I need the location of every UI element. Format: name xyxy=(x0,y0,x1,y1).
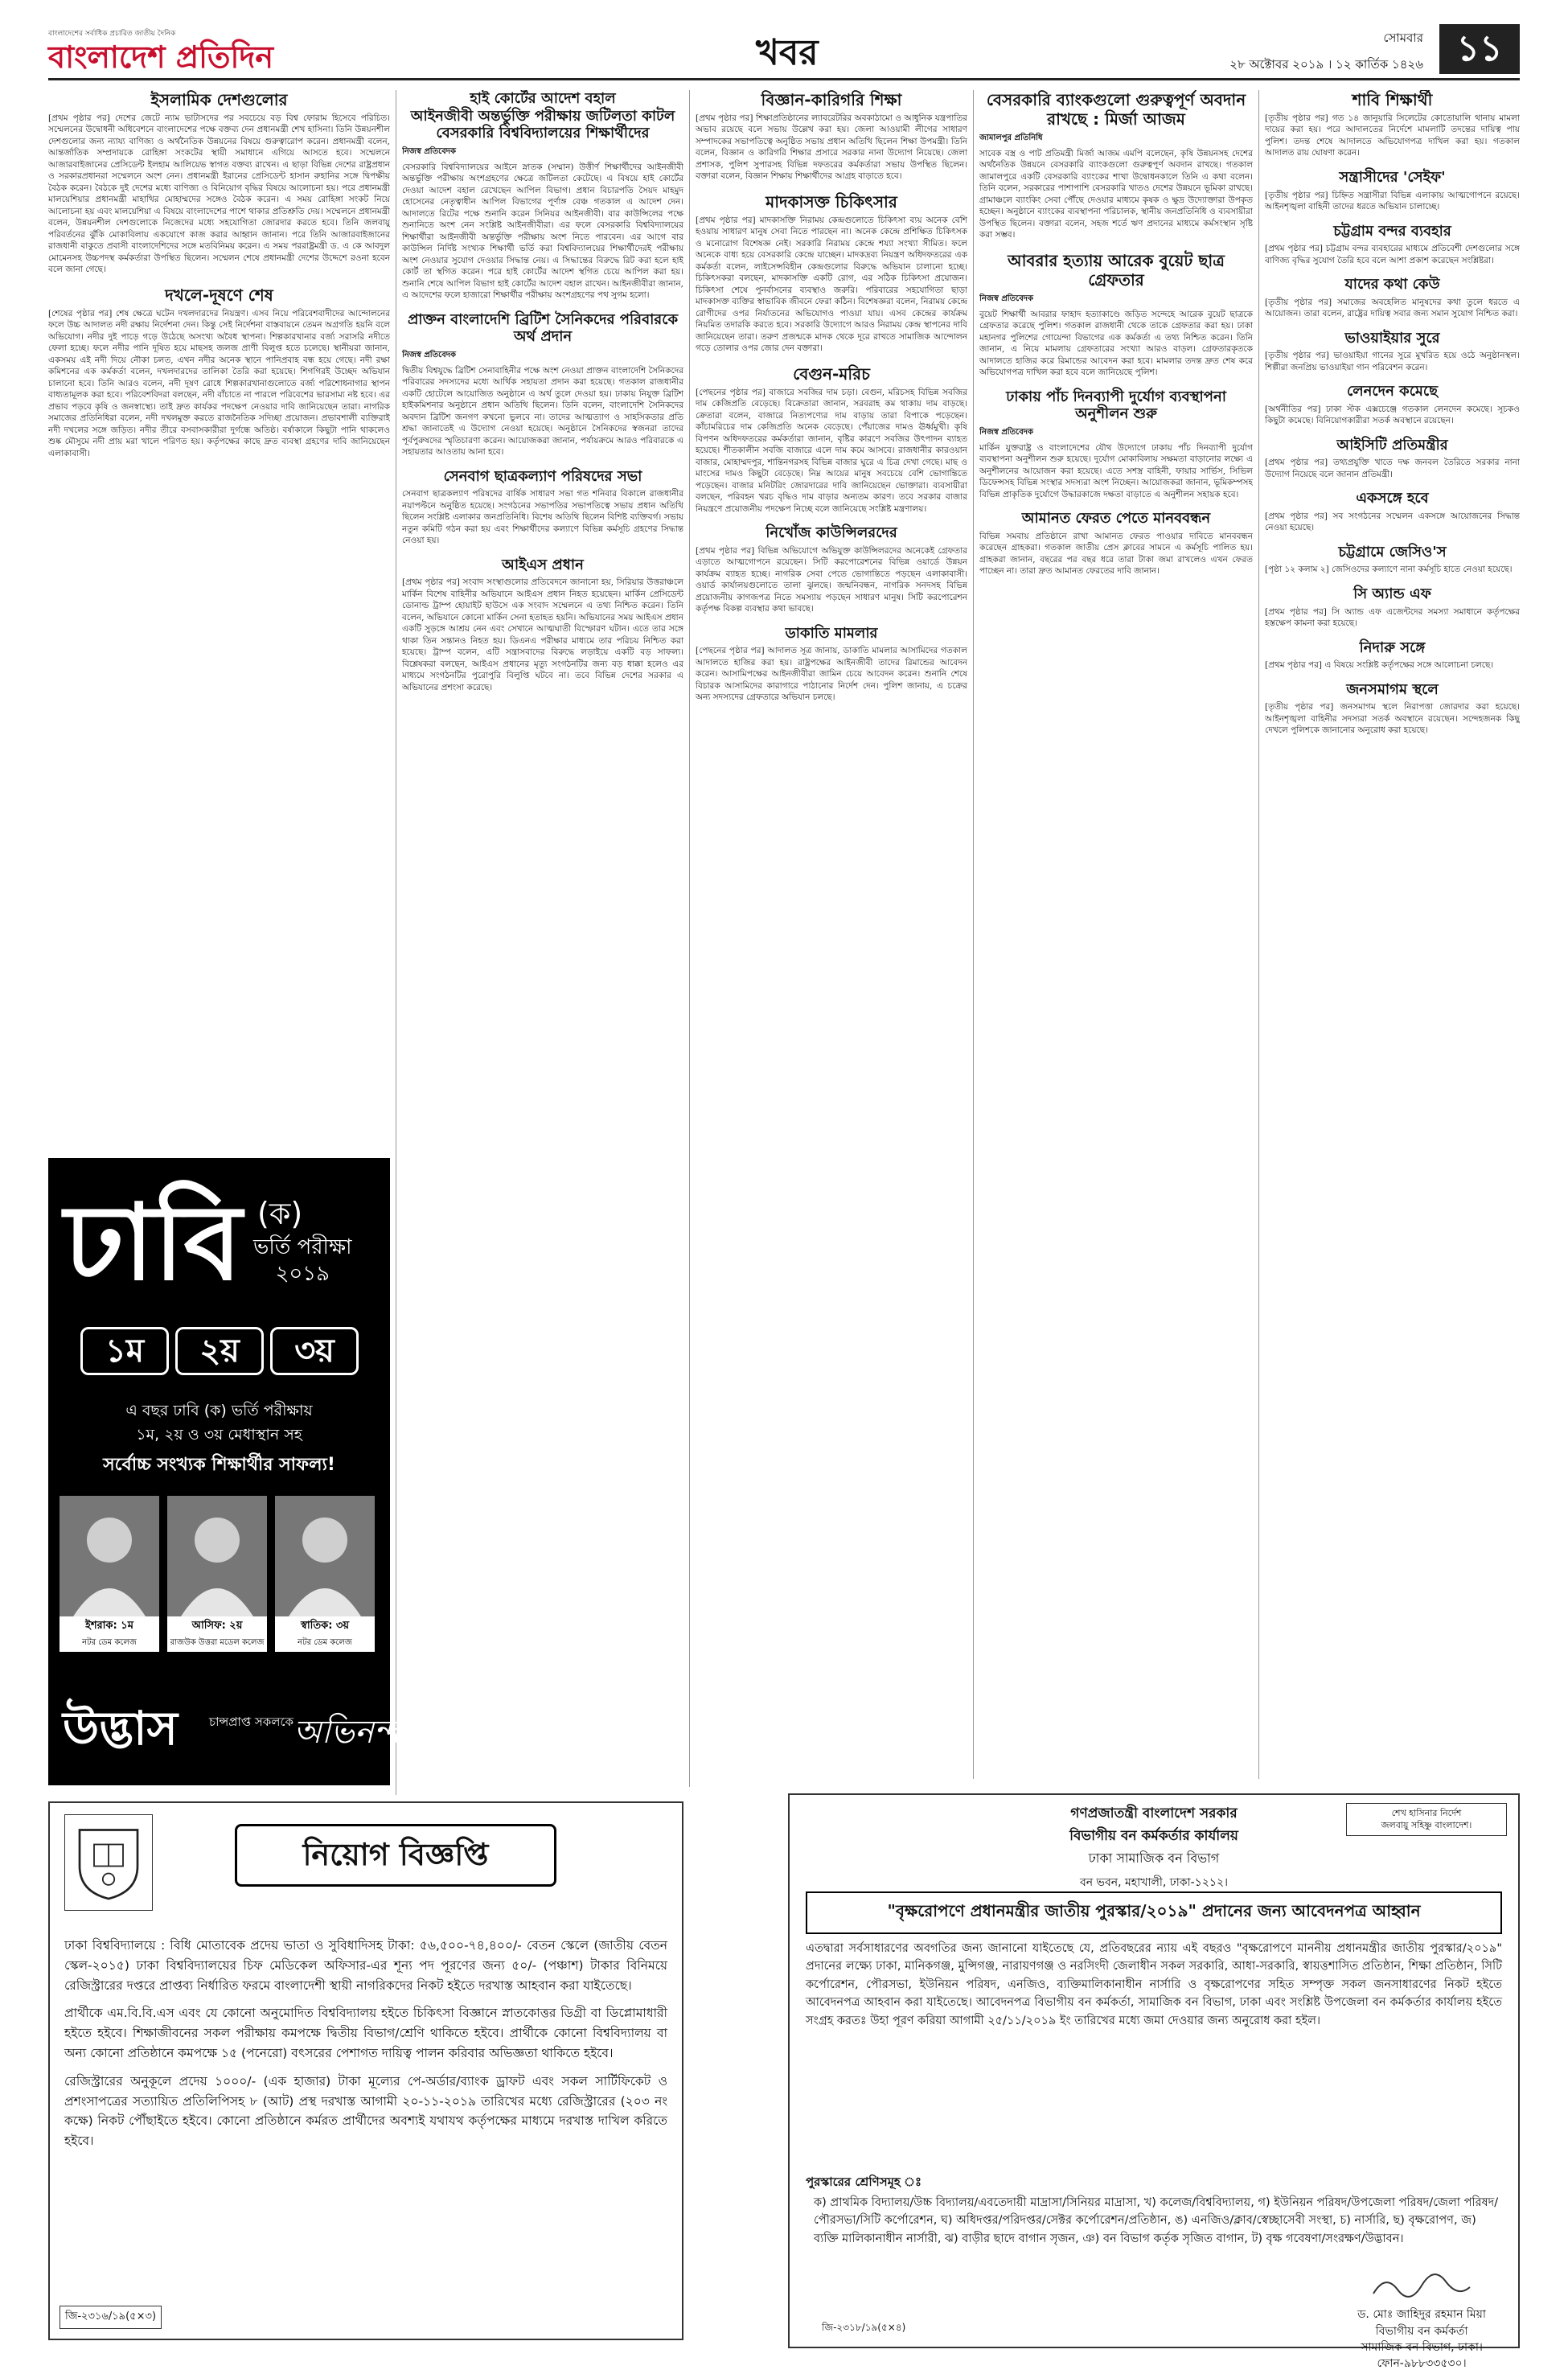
article-headline[interactable]: জনসমাগম স্থলে xyxy=(1346,680,1439,698)
article-headline[interactable]: সেনবাগ ছাত্রকল্যাণ পরিষদের সভা xyxy=(443,467,642,485)
masthead xyxy=(48,24,1520,80)
article-headline[interactable]: ইসলামিক দেশগুলোর xyxy=(150,90,288,109)
article-body: [প্রথম পৃষ্ঠার পর] সংবাদ সংস্থাগুলোর প্রতিবেদনে জানানো হয়, সিরিয়ার উত্তরাঞ্চলে মার্কিন বিশেষ বাহিনীর অভিযানে আইএস প্রধান নিহত হয়েছেন। মার্কিন প্রেসিডেন্ট ডোনাল্ড ট্রাম্প হোয়াইট হাউসে এক সংবাদ সম্মেলনে এ তথ্য নিশ্চিত করেন। তিনি বলেন, অভিযানে কোনো মার্কিন সেনা হতাহত হয়নি। অভিযানের সময় আইএস প্রধান একটি সুড়ঙ্গে আশ্রয় নেন এবং সেখানে আত্মঘাতী বিস্ফোরণ ঘটান। এতে তার সঙ্গে থাকা তিন সন্তানও নিহত হয়। ডিএনএ পরীক্ষার মাধ্যমে তার পরিচয় নিশ্চিত করা হয়েছে। ট্রাম্প বলেন, এটি সন্ত্রাসবাদের বিরুদ্ধে লড়াইয়ে একটি বড় সাফল্য। বিশ্লেষকরা বলছেন, আইএস প্রধানের মৃত্যু সংগঠনটির জন্য বড় ধাক্কা হলেও এর মাধ্যমে সংগঠনটির পুরোপুরি বিলুপ্তি ঘটবে না। তবে বিভিন্ন দেশের সরকার এ অভিযানের প্রশংসা করেছে। xyxy=(402,577,683,692)
article-headline[interactable]: ডাকাতি মামলার xyxy=(785,624,878,642)
article-body: [অর্থনীতির পর] ঢাকা স্টক এক্সচেঞ্জে গতকাল লেনদেন কমেছে। সূচকও কিছুটা কমেছে। বিনিয়োগকারীরা সতর্ক অবস্থানে রয়েছেন। xyxy=(1265,404,1520,426)
article-byline: নিজস্ব প্রতিবেদক xyxy=(402,350,457,359)
column-divider xyxy=(973,90,974,1779)
article-body: [প্রথম পৃষ্ঠার পর] বিভিন্ন অভিযোগে অভিযুক্ত কাউন্সিলরদের অনেকেই গ্রেফতার এড়াতে আত্মগোপনে রয়েছেন। সিটি করপোরেশনের বিভিন্ন ওয়ার্ডে উন্নয়ন কার্যক্রম ব্যাহত হচ্ছে। নাগরিক সেবা পেতে ভোগান্তিতে পড়ছেন এলাকাবাসী। ওয়ার্ড কার্যালয়গুলোতে তালা ঝুলছে। জন্মনিবন্ধন, নাগরিক সনদসহ বিভিন্ন প্রয়োজনীয় কাগজপত্র নিতে সমস্যায় পড়ছেন সাধারণ মানুষ। সিটি করপোরেশন কর্তৃপক্ষ বিকল্প ব্যবস্থার কথা ভাবছে। xyxy=(696,545,967,614)
article-body: [তৃতীয় পৃষ্ঠার পর] গত ১৪ জানুয়ারি সিলেটের কোতোয়ালি থানায় মামলা দায়ের করা হয়। পরে আদালতের নির্দেশে মামলাটি তদন্তের দায়িত্ব পায় পুলিশ। তদন্ত শেষে আদালতে অভিযোগপত্র দাখিল করা হয়। গতকাল আদালত রায় ঘোষণা করেন। xyxy=(1265,113,1520,158)
logo-name: বাংলাদেশ প্রতিদিন xyxy=(48,39,274,75)
student-college: নটর ডেম কলেজ xyxy=(60,1637,159,1652)
govt-name: গণপ্রজাতন্ত্রী বাংলাদেশ সরকার xyxy=(1070,1805,1238,1822)
article-body: [প্রথম পৃষ্ঠার পর] এ বিষয়ে সংশ্লিষ্ট কর্তৃপক্ষের সঙ্গে আলোচনা চলছে। xyxy=(1265,660,1494,671)
udbhas-brand: উদ্ভাস xyxy=(63,1701,179,1756)
news-article[interactable] xyxy=(402,557,683,693)
award-intro: এতদ্বারা সর্বসাধারণের অবগতির জন্য জানানো যাইতেছে যে, প্রতিবছরের ন্যায় এই বছরও "বৃক্ষরোপণে মাননীয় প্রধানমন্ত্রীর জাতীয় পুরস্কার/২০১৯" প্রদানের লক্ষ্যে ঢাকা, মানিকগঞ্জ, মুন্সিগঞ্জ, নারায়ণগঞ্জ ও নরসিংদী জেলাধীন সকল সরকারি, আধা-সরকারি, স্বায়ত্তশাসিত প্রতিষ্ঠান, শিক্ষা প্রতিষ্ঠান, সিটি কর্পোরেশন, পৌরসভা, ইউনিয়ন পরিষদ, এনজিও, ব্যক্তিমালিকানাধীন নার্সারি ও বৃক্ষরোপণের সহিত সম্পৃক্ত সকল জনসাধারণের নিকট হইতে আবেদনপত্র আহবান করা যাইতেছে। আবেদনপত্র বিভাগীয় বন কর্মকর্তা, সামাজিক বন বিভাগ, ঢাকা এবং সংশ্লিষ্ট উপজেলা বন কর্মকর্তার কার্যালয় হইতে সংগ্রহ করতঃ উহা পূরণ করিয়া আগামী ২৫/১১/২০১৯ ইং তারিখের মধ্যে জমা দেওয়ার জন্য অনুরোধ করা হইল। xyxy=(806,1942,1502,2027)
signature-block xyxy=(1357,2269,1486,2372)
article-body: মার্কিন যুক্তরাষ্ট্র ও বাংলাদেশের যৌথ উদ্যোগে ঢাকায় পাঁচ দিনব্যাপী দুর্যোগ ব্যবস্থাপনা অনুশীলন শুরু হয়েছে। দুর্যোগ মোকাবিলায় সক্ষমতা বাড়ানোর লক্ষ্যে এ অনুশীলনের আয়োজন করা হয়েছে। এতে সশস্ত্র বাহিনী, ফায়ার সার্ভিস, সিভিল ডিফেন্সসহ বিভিন্ন সংস্থার সদস্যরা অংশ নিচ্ছেন। আয়োজকরা জানান, ভূমিকম্পসহ বিভিন্ন প্রাকৃতিক দুর্যোগে উদ্ধারকাজে দক্ষতা বাড়াতে এ অনুশীলন সহায়ক হবে। xyxy=(979,442,1253,499)
weekday: সোমবার xyxy=(1383,31,1423,45)
article-headline[interactable]: আমানত ফেরত পেতে মানববন্ধন xyxy=(1021,510,1211,528)
rank-badge: ২য় xyxy=(175,1327,264,1375)
article-body: সেনবাগ ছাত্রকল্যাণ পরিষদের বার্ষিক সাধারণ সভা গত শনিবার বিকালে রাজধানীর নয়াপল্টনে অনুষ্ঠিত হয়েছে। সংগঠনের সভাপতির সভাপতিত্বে সভায় প্রধান অতিথি ছিলেন সংশ্লিষ্ট এলাকার জনপ্রতিনিধি। বিশেষ অতিথি ছিলেন বিশিষ্ট ব্যক্তিবর্গ। সভায় নতুন কমিটি গঠন করা হয় এবং শিক্ষার্থীদের কল্যাণে বিভিন্ন কর্মসূচি গ্রহণের সিদ্ধান্ত নেওয়া হয়। xyxy=(402,489,683,546)
ad-students xyxy=(60,1496,375,1652)
article-headline[interactable]: হাই কোর্টের আদেশ বহাল আইনজীবী অন্তর্ভুক্তি পরীক্ষায় জটিলতা কাটল বেসরকারি বিশ্ববিদ্যালয়ের শিক্ষার্থীদের xyxy=(410,90,675,142)
categories-list: ক) প্রাথমিক বিদ্যালয়/উচ্চ বিদ্যালয়/এবতেদায়ী মাদ্রাসা/সিনিয়র মাদ্রাসা, খ) কলেজ/বিশ্ববিদ্যালয়, গ) ইউনিয়ন পরিষদ/উপজেলা পরিষদ/জেলা পরিষদ/পৌরসভা/সিটি কর্পোরেশন, ঘ) অধিদপ্তর/পরিদপ্তর/সেক্টর কর্পোরেশন/প্রতিষ্ঠান, ঙ) এনজিও/ক্লাব/স্বেচ্ছাসেবী সংস্থা, চ) নার্সারি, ছ) বৃক্ষরোপণ, জ) ব্যক্তি মালিকানাধীন নার্সারী, ঝ) বাড়ীর ছাদে বাগান সৃজন, ঞ) বন বিভাগ কর্তৃক সৃজিত বাগান, ট) বৃক্ষ গবেষণা/সংরক্ষণ/উদ্ভাবন। xyxy=(814,2196,1499,2245)
column-divider xyxy=(1258,90,1259,1779)
article-byline: নিজস্ব প্রতিবেদক xyxy=(979,427,1034,437)
article-body: [শেষের পৃষ্ঠার পর] শেষ ক্ষেত্রে ঘটেন দখলদারদের নিয়ন্ত্রণ। এসব নিয়ে পরিবেশবাদীদের আন্দোলনের ফলে উচ্চ আদালত নদী রক্ষায় নির্দেশনা দেন। কিন্তু সেই নির্দেশনা বাস্তবায়নে তেমন অগ্রগতি হয়নি বলে অভিযোগ। নদীর দুই পাড়ে গড়ে উঠেছে অসংখ্য অবৈধ স্থাপনা। শিল্পকারখানার বর্জ্য সরাসরি নদীতে ফেলা হচ্ছে। ফলে নদীর পানি দূষিত হয়ে মাছসহ জলজ প্রাণী বিলুপ্ত হতে চলেছে। স্থানীয়রা জানান, একসময় এই নদী দিয়ে নৌকা চলত, এখন নদীর অনেক স্থানে পানিপ্রবাহ বন্ধ হয়ে গেছে। নদী রক্ষা কমিশনের এক কর্মকর্তা বলেন, দখলদারদের তালিকা তৈরি করা হয়েছে। শিগগিরই উচ্ছেদ অভিযান চালানো হবে। তিনি আরও বলেন, নদী দূষণ রোধে শিল্পকারখানাগুলোতে বর্জ্য পরিশোধনাগার স্থাপন বাধ্যতামূলক করা হবে। পরিবেশবিদরা বলছেন, নদী বাঁচাতে না পারলে পরিবেশের ভারসাম্য নষ্ট হবে। এর প্রভাব পড়বে কৃষি ও জনস্বাস্থ্যে। তাই দ্রুত কার্যকর পদক্ষেপ নেওয়ার দাবি জানিয়েছেন তারা। নাগরিক সমাজের প্রতিনিধিরা বলেন, নদী দখলমুক্ত করতে রাজনৈতিক সদিচ্ছা প্রয়োজন। প্রভাবশালী ব্যক্তিরাই নদী দখলের সঙ্গে জড়িত। নদীর তীরে বসবাসকারীরা দুর্গন্ধে অতিষ্ঠ। বর্ষাকালে কিছুটা পানি থাকলেও শুষ্ক মৌসুমে নদী প্রায় মরা খালে পরিণত হয়। কর্তৃপক্ষের কাছে দ্রুত ব্যবস্থা গ্রহণের দাবি জানিয়েছেন এলাকাবাসী। xyxy=(48,308,390,458)
news-article[interactable] xyxy=(1265,681,1520,737)
news-article[interactable] xyxy=(696,192,967,355)
news-article[interactable] xyxy=(1265,223,1520,267)
signatory-title: বিভাগীয় বন কর্মকর্তা xyxy=(1375,2324,1468,2338)
article-headline[interactable]: ভাওয়াইয়ার সুরে xyxy=(1344,329,1440,347)
column-4 xyxy=(979,90,1253,1763)
news-article[interactable] xyxy=(402,311,683,458)
student-photo xyxy=(275,1496,375,1616)
article-body: [তৃতীয় পৃষ্ঠার পর] চিহ্নিত সন্ত্রাসীরা বিভিন্ন এলাকায় আত্মগোপনে রয়েছে। আইনশৃঙ্খলা বাহিনী তাদের ধরতে অভিযান চালাচ্ছে। xyxy=(1265,190,1520,212)
rank-badge: ১ম xyxy=(80,1327,169,1375)
column-3 xyxy=(696,90,967,1891)
article-byline: জামালপুর প্রতিনিধি xyxy=(979,133,1043,142)
rank-badge: ৩য় xyxy=(270,1327,359,1375)
student-name: স্বাতিক: ৩য় xyxy=(275,1616,375,1637)
person-icon xyxy=(281,1504,369,1616)
news-article[interactable] xyxy=(1265,490,1520,534)
article-headline[interactable]: নিদারু সঙ্গে xyxy=(1359,639,1426,656)
article-body: [প্রথম পৃষ্ঠার পর] সব সংগঠনের সম্মেলন একসঙ্গে আয়োজনের সিদ্ধান্ত নেওয়া হয়েছে। xyxy=(1265,511,1520,533)
article-headline[interactable]: লেনদেন কমেছে xyxy=(1346,383,1439,400)
ad-exam-label: ভর্তি পরীক্ষা ২০১৯ xyxy=(253,1235,352,1286)
ad-line-2: ১ম, ২য় ও ৩য় মেধাস্থান সহ xyxy=(136,1426,302,1444)
logo-tagline: বাংলাদেশের সর্বাধিক প্রচারিত জাতীয় দৈনিক xyxy=(48,30,176,38)
article-headline[interactable]: আইসিটি প্রতিমন্ত্রীর xyxy=(1336,436,1448,454)
article-headline[interactable]: প্রাক্তন বাংলাদেশি ব্রিটিশ সৈনিকদের পরিবারকে অর্থ প্রদান xyxy=(407,310,679,346)
student-card xyxy=(275,1496,375,1652)
article-headline[interactable]: বিজ্ঞান-কারিগরি শিক্ষা xyxy=(761,90,902,109)
article-body: দ্বিতীয় বিশ্বযুদ্ধে ব্রিটিশ সেনাবাহিনীর পক্ষে অংশ নেওয়া প্রাক্তন বাংলাদেশি সৈনিকদের পরিবারের সদস্যদের মধ্যে আর্থিক সহায়তা প্রদান করা হয়েছে। গতকাল রাজধানীর একটি হোটেলে আয়োজিত অনুষ্ঠানে এ অর্থ তুলে দেওয়া হয়। ঢাকায় নিযুক্ত ব্রিটিশ হাইকমিশনার অনুষ্ঠানে প্রধান অতিথি ছিলেন। তিনি বলেন, বাংলাদেশি সৈনিকদের অবদান ব্রিটিশ জনগণ কখনো ভুলবে না। তাদের আত্মত্যাগ ও সাহসিকতার প্রতি শ্রদ্ধা জানাতেই এ উদ্যোগ নেওয়া হয়েছে। অনুষ্ঠানে সৈনিকদের স্বজনরা তাদের পূর্বপুরুষদের স্মৃতিচারণা করেন। আয়োজকরা জানান, পর্যায়ক্রমে আরও পরিবারকে এ সহায়তার আওতায় আনা হবে। xyxy=(402,365,683,458)
categories-heading: পুরস্কারের শ্রেণিসমূহ ঃ xyxy=(806,2175,922,2189)
signatory-phone: ফোন-৯৮৮৩৩৫৩০। xyxy=(1377,2357,1467,2371)
brand-note: চান্সপ্রাপ্ত সকলকে xyxy=(209,1715,293,1729)
ad-code: জি-২৩১৬/১৯(৫×৩) xyxy=(60,2306,162,2329)
student-name: আসিফ: ২য় xyxy=(167,1616,267,1637)
office-name: বিভাগীয় বন কর্মকর্তার কার্যালয় xyxy=(1069,1828,1238,1844)
recruitment-title: নিয়োগ বিজ্ঞপ্তি xyxy=(235,1824,556,1887)
ad-line-3: সর্বোচ্চ সংখ্যক শিক্ষার্থীর সাফল্য! xyxy=(103,1455,335,1475)
news-article[interactable] xyxy=(979,388,1253,501)
column-5 xyxy=(1265,90,1520,1787)
student-photo xyxy=(60,1496,159,1616)
seal-icon xyxy=(72,1822,145,1903)
article-body: বেসরকারি বিশ্ববিদ্যালয়ের আইনে স্নাতক (সম্মান) উত্তীর্ণ শিক্ষার্থীদের আইনজীবী অন্তর্ভুক্তি পরীক্ষায় অংশগ্রহণের ক্ষেত্রে জটিলতা কেটেছে। এ বিষয়ে হাই কোর্টের দেওয়া আদেশ বহাল রেখেছেন আপিল বিভাগ। প্রধান বিচারপতি সৈয়দ মাহমুদ হোসেনের নেতৃত্বাধীন আপিল বিভাগের পূর্ণাঙ্গ বেঞ্চ গতকাল এ আদেশ দেন। আদালতে রিটের পক্ষে শুনানি করেন সিনিয়র আইনজীবী। বার কাউন্সিলের পক্ষে শুনানিতে অংশ নেন সংশ্লিষ্ট আইনজীবীরা। এর ফলে বেসরকারি বিশ্ববিদ্যালয়ের শিক্ষার্থীরা আইনজীবী অন্তর্ভুক্তি পরীক্ষায় অংশ নিতে পারবেন। এর আগে বার কাউন্সিল নির্দিষ্ট সংখ্যক শিক্ষার্থী ভর্তি করা বিশ্ববিদ্যালয়ের শিক্ষার্থীদেরই পরীক্ষায় অংশ নেওয়ার সুযোগ দেওয়ার সিদ্ধান্ত নেয়। এ সিদ্ধান্তের বিরুদ্ধে রিট করা হলে হাই কোর্ট তা স্থগিত করেন। পরে হাই কোর্টের আদেশ স্থগিত চেয়ে আপিল করা হয়। শুনানি শেষে আপিল বিভাগ হাই কোর্টের আদেশ বহাল রাখেন। আইনজীবীরা জানান, এ আদেশের ফলে হাজারো শিক্ষার্থীর পরীক্ষায় অংশগ্রহণের পথ সুগম হলো। xyxy=(402,162,683,301)
udbhas-advertisement[interactable] xyxy=(48,1158,419,1785)
motto-box: শেখ হাসিনার নির্দেশ জলবায়ু সহিষ্ণু বাংলাদেশ। xyxy=(1346,1803,1507,1836)
article-headline[interactable]: শাবি শিক্ষার্থী xyxy=(1352,90,1433,109)
student-card xyxy=(60,1496,159,1652)
article-headline[interactable]: একসঙ্গে হবে xyxy=(1356,490,1429,507)
article-body: বুয়েট শিক্ষার্থী আবরার ফাহাদ হত্যাকাণ্ডে জড়িত সন্দেহে আরেক বুয়েট ছাত্রকে গ্রেফতার করেছে পুলিশ। গতকাল রাজধানী থেকে তাকে গ্রেফতার করা হয়। ঢাকা মহানগর পুলিশের গোয়েন্দা বিভাগের এক কর্মকর্তা এ তথ্য নিশ্চিত করেন। তিনি জানান, এ নিয়ে মামলায় গ্রেফতারের সংখ্যা আরও বাড়ল। গ্রেফতারকৃতকে আদালতে হাজির করে রিমান্ডের আবেদন করা হবে। মামলার তদন্ত দ্রুত শেষ করে অভিযোগপত্র দাখিল করা হবে বলে জানিয়েছে পুলিশ। xyxy=(979,309,1253,378)
article-headline[interactable]: আইএস প্রধান xyxy=(502,556,584,573)
article-body: [তৃতীয় পৃষ্ঠার পর] ভাওয়াইয়া গানের সুরে মুখরিত হয়ে ওঠে অনুষ্ঠানস্থল। শিল্পীরা জনপ্রিয় ভাওয়াইয়া গান পরিবেশন করেন। xyxy=(1265,351,1520,372)
student-college: নটর ডেম কলেজ xyxy=(275,1637,375,1652)
news-article[interactable] xyxy=(1265,330,1520,374)
article-body: [প্রথম পৃষ্ঠার পর] মাদকাসক্তি নিরাময় কেন্দ্রগুলোতে চিকিৎসা ব্যয় অনেক বেশি হওয়ায় সাধারণ মানুষ সেবা নিতে পারছেন না। অনেক কেন্দ্রে প্রশিক্ষিত চিকিৎসক ও মনোরোগ বিশেষজ্ঞ নেই। সরকারি নিরাময় কেন্দ্রে শয্যা সংখ্যা সীমিত। ফলে অনেকে বাধ্য হয়ে বেসরকারি কেন্দ্রে যাচ্ছেন। মাদকদ্রব্য নিয়ন্ত্রণ অধিদফতরের এক কর্মকর্তা বলেন, লাইসেন্সবিহীন কেন্দ্রগুলোর বিরুদ্ধে অভিযান চালানো হচ্ছে। চিকিৎসকরা বলছেন, মাদকাসক্তি একটি রোগ, এর সঠিক চিকিৎসা প্রয়োজন। চিকিৎসা শেষে পুনর্বাসনের ব্যবস্থাও জরুরি। পরিবারের সহযোগিতা ছাড়া মাদকাসক্ত ব্যক্তির স্বাভাবিক জীবনে ফেরা কঠিন। বিশেষজ্ঞরা বলেন, নিরাময় কেন্দ্রে রোগীদের ওপর নির্যাতনের অভিযোগও পাওয়া যায়। এসব কেন্দ্রের কার্যক্রম নিয়মিত তদারকি করতে হবে। সরকারি উদ্যোগে আরও নিরাময় কেন্দ্র স্থাপনের দাবি জানিয়েছেন তারা। তরুণ প্রজন্মকে মাদক থেকে দূরে রাখতে সামাজিক আন্দোলন গড়ে তোলার ওপর জোর দেন বক্তারা। xyxy=(696,215,967,354)
award-title: "বৃক্ষরোপণে প্রধানমন্ত্রীর জাতীয় পুরস্কার/২০১৯" প্রদানের জন্য আবেদনপত্র আহ্বান xyxy=(806,1891,1502,1934)
signatory-name: ড. মোঃ জাহিদুর রহমান মিয়া xyxy=(1357,2308,1486,2322)
signature-icon xyxy=(1369,2269,1474,2302)
person-icon xyxy=(173,1504,261,1616)
column-2 xyxy=(402,90,683,1795)
news-article[interactable] xyxy=(1265,639,1520,672)
recruitment-para: প্রার্থীকে এম.বি.বি.এস এবং যে কোনো অনুমোদিত বিশ্ববিদ্যালয় হইতে চিকিৎসা বিজ্ঞানে স্নাতকোত্তর ডিগ্রী বা ডিপ্লোমাধারী হইতে হইবে। শিক্ষাজীবনের সকল পরীক্ষায় কমপক্ষে দ্বিতীয় বিভাগ/শ্রেণি থাকিতে হইবে। প্রার্থীকে কোনো বিশ্ববিদ্যালয় বা অন্য কোনো প্রতিষ্ঠানে কমপক্ষে ১৫ (পনেরো) বৎসরের পেশাগত দায়িত্ব পালন করিবার অভিজ্ঞতা থাকিতে হইবে। xyxy=(64,2006,667,2060)
news-article[interactable] xyxy=(696,364,967,515)
article-body: সাবেক বস্ত্র ও পাট প্রতিমন্ত্রী মির্জা আজম এমপি বলেছেন, কৃষি উন্নয়নসহ দেশের অর্থনৈতিক উন্নয়নে বেসরকারি ব্যাংকগুলো গুরুত্বপূর্ণ অবদান রাখছে। গতকাল জামালপুরে একটি বেসরকারি ব্যাংকের শাখা উদ্বোধনকালে তিনি এ কথা বলেন। তিনি বলেন, সরকারের পাশাপাশি বেসরকারি খাতও দেশের উন্নয়নে ভূমিকা রাখছে। গ্রামাঞ্চলে ব্যাংকিং সেবা পৌঁছে দেওয়ার মাধ্যমে কৃষক ও ক্ষুদ্র উদ্যোক্তারা উপকৃত হচ্ছেন। অনুষ্ঠানে ব্যাংকের ব্যবস্থাপনা পরিচালক, স্থানীয় জনপ্রতিনিধি ও ব্যবসায়ীরা উপস্থিত ছিলেন। বক্তারা বলেন, সহজ শর্তে ঋণ প্রদানের মাধ্যমে কর্মসংস্থান সৃষ্টি করা সম্ভব। xyxy=(979,149,1253,240)
news-article[interactable] xyxy=(402,90,683,302)
article-byline: নিজস্ব প্রতিবেদক xyxy=(979,294,1034,303)
article-headline[interactable]: সি অ্যান্ড এফ xyxy=(1353,585,1431,602)
ad-code: জি-২৩১৮/১৯(৫×৪) xyxy=(822,2322,906,2333)
recruitment-para: রেজিস্ট্রারের অনুকূলে প্রদেয় ১০০০/- (এক হাজার) টাকা মূল্যের পে-অর্ডার/ব্যাংক ড্রাফট এবং সকল সার্টিফিকেট ও প্রশংসাপত্রের সত্যায়িত প্রতিলিপিসহ ৮ (আট) প্রস্থ দরখাস্ত আগামী ২০-১১-২০১৯ তারিখের মধ্যে রেজিস্ট্রারের (২০৩ নং কক্ষে) নিকট পৌঁছাইতে হইবে। কোনো প্রতিষ্ঠানে কর্মরত প্রার্থীদের অবশ্যই যথাযথ কর্তৃপক্ষের মাধ্যমে দরখাস্ত দাখিল করিতে হইবে। xyxy=(64,2073,667,2149)
article-headline[interactable]: সন্ত্রাসীদের 'সেইফ' xyxy=(1339,168,1446,186)
newspaper-logo[interactable] xyxy=(48,27,338,74)
column-divider xyxy=(689,90,690,1787)
article-byline: নিজস্ব প্রতিবেদক xyxy=(402,146,457,156)
ad-line-1: এ বছর ঢাবি (ক) ভর্তি পরীক্ষায় xyxy=(125,1402,313,1419)
article-headline[interactable]: মাদকাসক্ত চিকিৎসার xyxy=(766,191,897,212)
date-box xyxy=(1229,29,1423,76)
article-body: [পেছনের পৃষ্ঠার পর] আদালত সূত্র জানায়, ডাকাতি মামলার আসামিদের গতকাল আদালতে হাজির করা হয়। রাষ্ট্রপক্ষের আইনজীবী তাদের রিমান্ডের আবেদন করেন। আসামিপক্ষের আইনজীবীরা জামিন চেয়ে আবেদন করেন। শুনানি শেষে বিচারক আসামিদের কারাগারে পাঠানোর নির্দেশ দেন। পুলিশ জানায়, এ চক্রের অন্য সদস্যদের গ্রেফতারে অভিযান চলছে। xyxy=(696,646,967,703)
article-headline[interactable]: যাদের কথা কেউ xyxy=(1344,276,1440,294)
article-body: [তৃতীয় পৃষ্ঠার পর] জনসমাগম স্থলে নিরাপত্তা জোরদার করা হয়েছে। আইনশৃঙ্খলা বাহিনীর সদস্যরা সতর্ক অবস্থানে রয়েছেন। সন্দেহজনক কিছু দেখলে পুলিশকে জানানোর অনুরোধ করা হয়েছে। xyxy=(1265,702,1520,736)
article-body: [প্রথম পৃষ্ঠার পর] সি অ্যান্ড এফ এজেন্টদের সমস্যা সমাধানে কর্তৃপক্ষের হস্তক্ষেপ কামনা করা হয়েছে। xyxy=(1265,606,1520,629)
article-body: বিভিন্ন সমবায় প্রতিষ্ঠানে রাখা আমানত ফেরত পাওয়ার দাবিতে মানববন্ধন করেছেন গ্রাহকরা। গতকাল জাতীয় প্রেস ক্লাবের সামনে এ কর্মসূচি পালিত হয়। গ্রাহকরা জানান, বছরের পর বছর ধরে তারা টাকা জমা রাখলেও এখন ফেরত পাচ্ছেন না। তারা দ্রুত আমানত ফেরতের দাবি জানান। xyxy=(979,531,1253,577)
news-article[interactable] xyxy=(696,524,967,615)
news-article[interactable] xyxy=(1265,585,1520,630)
student-name: ইশরাক: ১ম xyxy=(60,1616,159,1637)
article-body: [প্রথম পৃষ্ঠার পর] শিক্ষাপ্রতিষ্ঠানের ল্যাবরেটরির অবকাঠামো ও আধুনিক যন্ত্রপাতির অভাব রয়েছে বলে সভায় উল্লেখ করা হয়। জেলা আওয়ামী লীগের সাধারণ সম্পাদকের সভাপতিত্বে অনুষ্ঠিত সভায় প্রধান অতিথি ছিলেন শিক্ষা উপমন্ত্রী। তিনি বলেন, বিজ্ঞান ও কারিগরি শিক্ষার প্রসারে সরকার নানা উদ্যোগ নিয়েছে। জেলা প্রশাসক, পুলিশ সুপারসহ বিভিন্ন দফতরের কর্মকর্তারা সভায় উপস্থিত ছিলেন। বক্তারা বলেন, বিজ্ঞান শিক্ষায় শিক্ষার্থীদের আগ্রহ বাড়াতে হবে। xyxy=(696,113,967,182)
article-body: [তৃতীয় পৃষ্ঠার পর] সমাজের অবহেলিত মানুষদের কথা তুলে ধরতে এ আয়োজন। তারা বলেন, রাষ্ট্রের দায়িত্ব সবার জন্য সমান সুযোগ নিশ্চিত করা। xyxy=(1265,297,1520,319)
article-headline[interactable]: চট্টগ্রাম বন্দর ব্যবহার xyxy=(1333,222,1451,240)
recruitment-notice[interactable] xyxy=(48,1801,683,2340)
article-headline[interactable]: বেগুন-মরিচ xyxy=(793,363,870,384)
article-headline[interactable]: বেসরকারি ব্যাংকগুলো গুরুত্বপূর্ণ অবদান রাখছে : মির্জা আজম xyxy=(986,90,1246,129)
congratulations: অভিনন্দন xyxy=(293,1714,419,1751)
news-article[interactable] xyxy=(696,90,967,183)
person-icon xyxy=(65,1504,154,1616)
column-1 xyxy=(48,90,390,1152)
news-article[interactable] xyxy=(979,510,1253,577)
article-headline[interactable]: দখলে-দূষণে শেষ xyxy=(165,285,273,305)
date: ২৮ অক্টোবর ২০১৯ । ১২ কার্তিক ১৪২৬ xyxy=(1229,57,1423,72)
news-article[interactable] xyxy=(48,285,390,459)
news-article[interactable] xyxy=(1265,544,1520,576)
news-article[interactable] xyxy=(1265,383,1520,427)
article-headline[interactable]: চট্টগ্রামে জেসিও'স xyxy=(1338,543,1447,561)
student-card xyxy=(167,1496,267,1652)
page-number: ১১ xyxy=(1439,24,1520,74)
article-body: [প্রথম পৃষ্ঠার পর] তথ্যপ্রযুক্তি খাতে দক্ষ জনবল তৈরিতে সরকার নানা উদ্যোগ নিয়েছে বলে জানান প্রতিমন্ত্রী। xyxy=(1265,458,1520,479)
article-body: [প্রথম পৃষ্ঠার পর] চট্টগ্রাম বন্দর ব্যবহারের মাধ্যমে প্রতিবেশী দেশগুলোর সঙ্গে বাণিজ্য বৃদ্ধির সুযোগ তৈরি হবে বলে আশা প্রকাশ করেছেন সংশ্লিষ্টরা। xyxy=(1265,244,1520,265)
news-article[interactable] xyxy=(402,468,683,547)
ad-ranks xyxy=(80,1327,359,1375)
news-article[interactable] xyxy=(48,90,390,276)
news-article[interactable] xyxy=(1265,276,1520,320)
news-article[interactable] xyxy=(979,251,1253,379)
article-headline[interactable]: ঢাকায় পাঁচ দিনব্যাপী দুর্যোগ ব্যবস্থাপনা অনুশীলন শুরু xyxy=(1006,388,1226,423)
office-address: বন ভবন, মহাখালী, ঢাকা-১২১২। xyxy=(1079,1876,1229,1889)
student-photo xyxy=(167,1496,267,1616)
recruitment-para: ঢাকা বিশ্ববিদ্যালয়ে : বিধি মোতাবেক প্রদেয় ভাতা ও সুবিধাদিসহ টাকা: ৫৬,৫০০-৭৪,৪০০/- বেতন স্কেলে (জাতীয় বেতন স্কেল-২০১৫) ঢাকা বিশ্ববিদ্যালয়ের চিফ মেডিকেল অফিসার-এর শূন্য পদ পূরণের জন্য ৫০/- (পঞ্চাশ) টাকার বিনিময়ে রেজিস্ট্রারের দপ্তরে প্রাপ্তব্য নির্ধারিত ফরমে বাংলাদেশী স্থায়ী নাগরিকদের নিকট হইতে দরখাস্ত আহবান করা যাইতেছে। xyxy=(64,1938,667,1993)
article-headline[interactable]: নিখোঁজ কাউন্সিলরদের xyxy=(766,524,897,542)
news-article[interactable] xyxy=(1265,437,1520,481)
ad-unit-ka: (ক) xyxy=(257,1196,303,1231)
news-article[interactable] xyxy=(696,625,967,704)
news-article[interactable] xyxy=(1265,90,1520,159)
recruitment-body xyxy=(64,1936,667,2159)
office-division: ঢাকা সামাজিক বন বিভাগ xyxy=(1088,1850,1220,1866)
news-article[interactable] xyxy=(1265,169,1520,213)
award-notice[interactable] xyxy=(788,1793,1520,2371)
article-body: [পেছনের পৃষ্ঠার পর] বাজারে সবজির দাম চড়া। বেগুন, মরিচসহ বিভিন্ন সবজির দাম কেজিপ্রতি বেড়েছে। বিক্রেতারা জানান, সরবরাহ কম থাকায় দাম বাড়ছে। ক্রেতারা বলেন, বাজারে নিত্যপণ্যের দাম বাড়ায় তারা বিপাকে পড়েছেন। কাঁচামরিচের দাম কেজিপ্রতি অনেক বেড়েছে। পেঁয়াজের দামও ঊর্ধ্বমুখী। কৃষি বিপণন অধিদফতরের কর্মকর্তারা জানান, বৃষ্টির কারণে সবজির উৎপাদন ব্যাহত হয়েছে। শীতকালীন সবজি বাজারে এলে দাম কমে আসবে। রাজধানীর কারওয়ান বাজার, মোহাম্মদপুর, শান্তিনগরসহ বিভিন্ন বাজার ঘুরে এ চিত্র দেখা গেছে। মাছ ও মাংসের দামও কিছুটা বেড়েছে। নিম্ন আয়ের মানুষ সবচেয়ে বেশি ভোগান্তিতে পড়েছেন। বাজার মনিটরিং জোরদারের দাবি জানিয়েছেন ভোক্তারা। ব্যবসায়ীরা বলছেন, পরিবহন খরচ বৃদ্ধিও দাম বাড়ার অন্যতম কারণ। তবে সরকার বাজার নিয়ন্ত্রণে প্রয়োজনীয় পদক্ষেপ নিচ্ছে বলে জানিয়েছে সংশ্লিষ্ট মন্ত্রণালয়। xyxy=(696,387,967,514)
article-body: [প্রথম পৃষ্ঠার পর] দেশের জেটে ন্যাম ভাটাসদের পর সবচেয়ে বড় বিশ্ব ফোরাম হিসেবে পরিচিত। সম্মেলনের উদ্বোধনী অধিবেশনে বাংলাদেশের পক্ষে বক্তব্য দেন প্রধানমন্ত্রী শেখ হাসিনা। তিনি উন্নয়নশীল দেশগুলোর জন্য ন্যায্য বাণিজ্য ও অর্থনৈতিক উন্নয়নের বিষয়ে গুরুত্বারোপ করেন। প্রধানমন্ত্রী বলেন, আন্তর্জাতিক সম্প্রদায়কে রোহিঙ্গা সংকটের স্থায়ী সমাধানে এগিয়ে আসতে হবে। সম্মেলনে আজারবাইজানের প্রেসিডেন্ট ইলহাম আলিয়েভ স্বাগত বক্তব্য রাখেন। এ ছাড়া বিভিন্ন দেশের রাষ্ট্রপ্রধান ও সরকারপ্রধানরা সম্মেলনে অংশ নেন। প্রধানমন্ত্রী ইরানের প্রেসিডেন্ট হাসান রুহানির সঙ্গে দ্বিপক্ষীয় বৈঠক করেন। বৈঠকে দুই দেশের মধ্যে বাণিজ্য ও বিনিয়োগ বৃদ্ধির বিষয়ে আলোচনা হয়। পরে প্রধানমন্ত্রী মালয়েশিয়ার প্রধানমন্ত্রী মাহাথির মোহাম্মদের সঙ্গেও বৈঠক করেন। এ সময় রোহিঙ্গা সংকট নিয়ে আলোচনা হয় এবং মালয়েশিয়া এ বিষয়ে বাংলাদেশের পাশে থাকার প্রতিশ্রুতি দেয়। সম্মেলনে প্রধানমন্ত্রী বলেন, উন্নয়নশীল দেশগুলোকে নিজেদের মধ্যে সহযোগিতা জোরদার করতে হবে। তিনি জলবায়ু পরিবর্তনের ঝুঁকি মোকাবিলায় একযোগে কাজ করার আহ্বান জানান। পরে তিনি আজারবাইজানের রাজধানী বাকুতে প্রবাসী বাংলাদেশিদের সঙ্গে মতবিনিময় করেন। এ সময় পররাষ্ট্রমন্ত্রী ড. এ কে আবদুল মোমেনসহ উচ্চপদস্থ কর্মকর্তারা উপস্থিত ছিলেন। সম্মেলন শেষে প্রধানমন্ত্রী দেশের উদ্দেশে রওনা হবেন বলে জানা গেছে। xyxy=(48,113,390,275)
university-seal-icon xyxy=(64,1814,153,1911)
article-body: [পৃষ্ঠা ১২ কলাম ২] জেসিওদের কল্যাণে নানা কর্মসূচি হাতে নেওয়া হয়েছে। xyxy=(1265,565,1513,575)
article-headline[interactable]: আবরার হত্যায় আরেক বুয়েট ছাত্র গ্রেফতার xyxy=(1008,250,1225,290)
signatory-office: সামাজিক বন বিভাগ, ঢাকা। xyxy=(1361,2340,1483,2354)
news-article[interactable] xyxy=(979,90,1253,241)
ad-dhabi: ঢাবি xyxy=(64,1181,242,1304)
section-title: খবর xyxy=(756,32,819,73)
student-college: রাজউক উত্তরা মডেল কলেজ xyxy=(167,1637,267,1652)
